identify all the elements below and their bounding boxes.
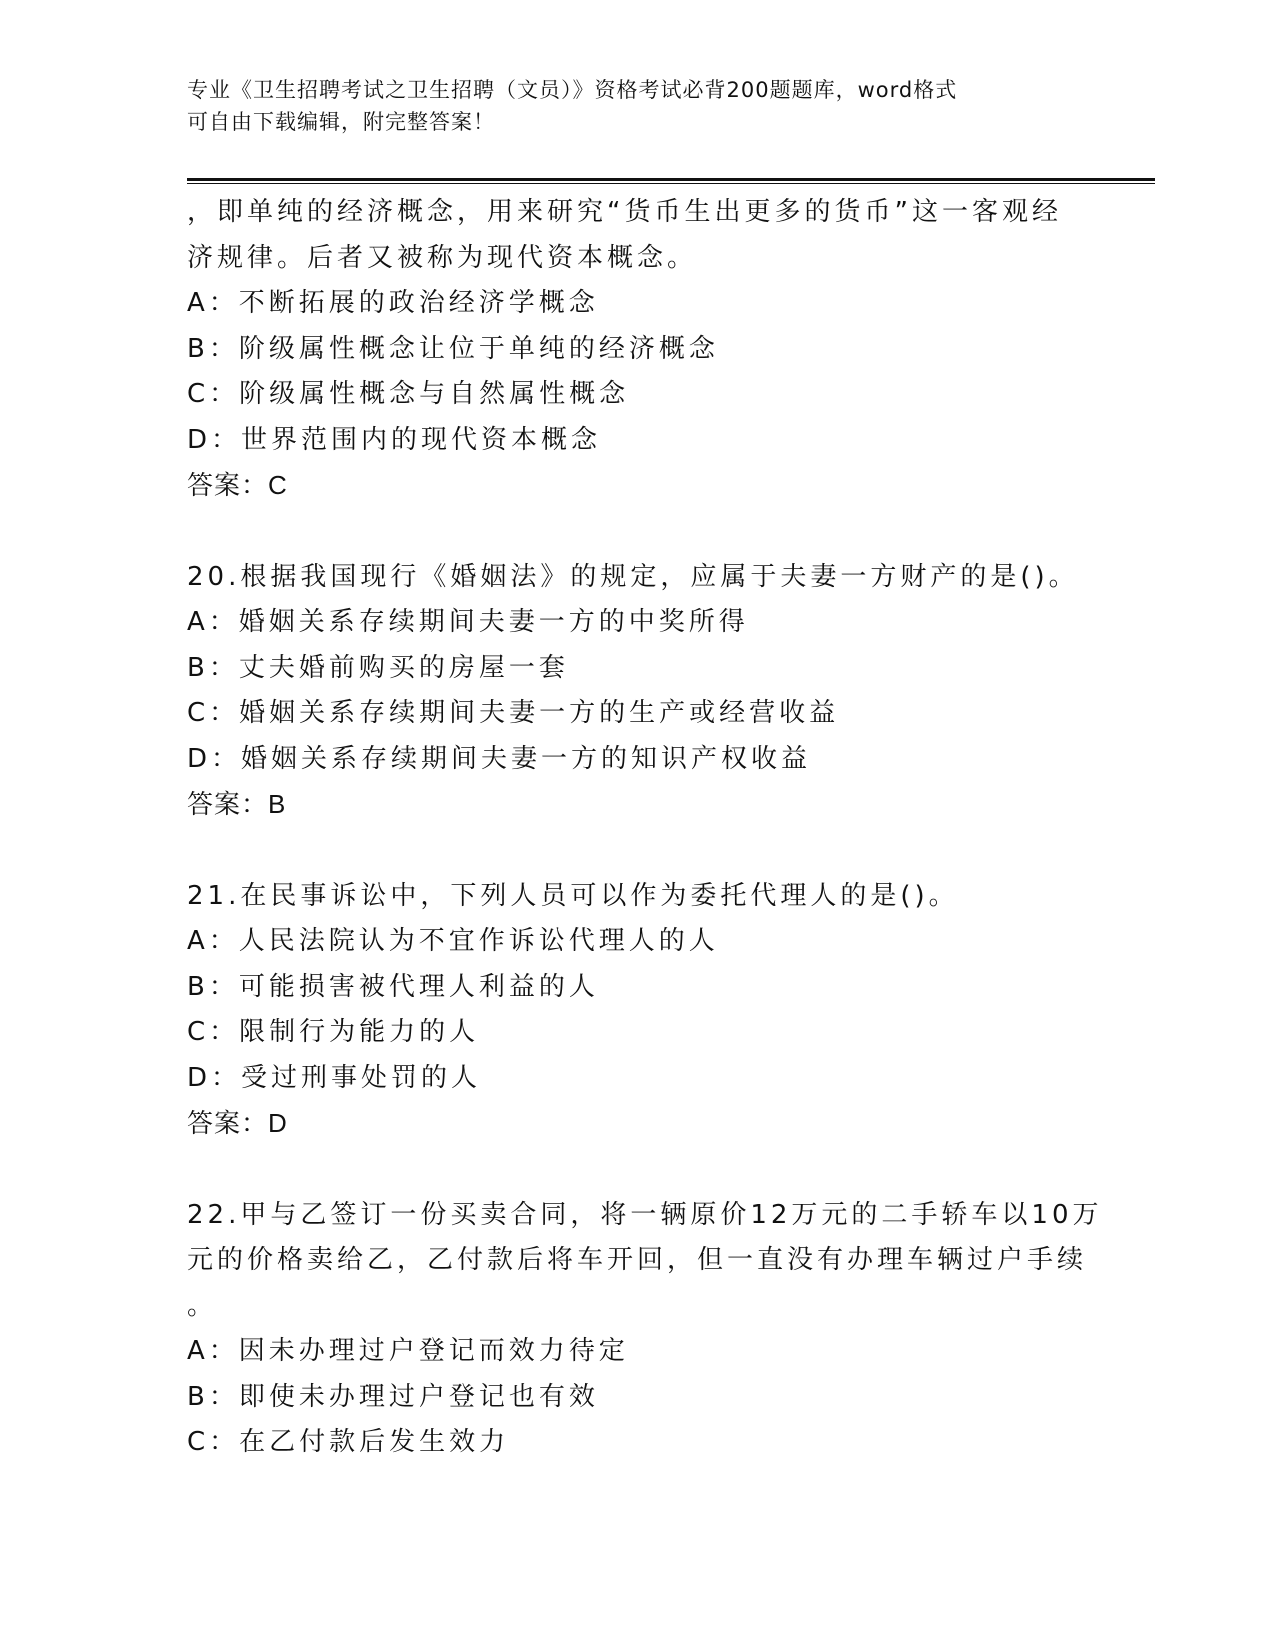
answer-label: 答案：D <box>187 1108 288 1138</box>
option-b: B：即使未办理过户登记也有效 <box>187 1381 599 1412</box>
option-c: C：限制行为能力的人 <box>187 1017 480 1047</box>
answer-label: 答案：B <box>187 789 287 819</box>
spacer <box>187 828 1087 874</box>
header-line-2: 可自由下载编辑，附完整答案！ <box>187 110 495 134</box>
question-text: 20.根据我国现行《婚姻法》的规定，应属于夫妻一方财产的是()。 <box>187 561 1079 592</box>
answer-label: 答案：C <box>187 470 288 500</box>
option-c: C：婚姻关系存续期间夫妻一方的生产或经营收益 <box>187 698 840 728</box>
option-b: B：丈夫婚前购买的房屋一套 <box>187 652 569 683</box>
option-d: D：受过刑事处罚的人 <box>187 1062 482 1093</box>
option-a: A：人民法院认为不宜作诉讼代理人的人 <box>187 926 719 956</box>
question-text: 21.在民事诉讼中，下列人员可以作为委托代理人的是()。 <box>187 880 959 911</box>
option-c: C：在乙付款后发生效力 <box>187 1427 510 1457</box>
option-b: B：可能损害被代理人利益的人 <box>187 971 599 1002</box>
spacer <box>187 1147 1087 1193</box>
document-body <box>187 190 1103 1466</box>
question-21 <box>187 874 1087 1147</box>
question-19-tail <box>187 190 1087 509</box>
option-a: A：不断拓展的政治经济学概念 <box>187 288 599 318</box>
header-line-1: 专业《卫生招聘考试之卫生招聘（文员）》资格考试必背200题题库，word格式 <box>187 78 958 102</box>
question-text-line: 元的价格卖给乙，乙付款后将车开回，但一直没有办理车辆过户手续 <box>187 1245 1088 1275</box>
document-header <box>187 74 1067 138</box>
option-d: D：世界范围内的现代资本概念 <box>187 424 602 455</box>
question-text-line: 22.甲与乙签订一份买卖合同，将一辆原价12万元的二手轿车以10万 <box>187 1199 1103 1230</box>
option-d: D：婚姻关系存续期间夫妻一方的知识产权收益 <box>187 743 812 774</box>
question-20 <box>187 555 1087 828</box>
option-b: B：阶级属性概念让位于单纯的经济概念 <box>187 333 719 364</box>
spacer <box>187 509 1087 555</box>
question-22 <box>187 1193 1103 1466</box>
question-text-line: ，即单纯的经济概念，用来研究“货币生出更多的货币”这一客观经 <box>187 197 1062 227</box>
option-a: A：因未办理过户登记而效力待定 <box>187 1336 629 1366</box>
question-text-line: 。 <box>187 1290 218 1321</box>
header-divider-thin <box>187 183 1155 184</box>
header-divider-thick <box>187 178 1155 181</box>
question-text-line: 济规律。后者又被称为现代资本概念。 <box>187 242 698 273</box>
option-a: A：婚姻关系存续期间夫妻一方的中奖所得 <box>187 607 749 637</box>
option-c: C：阶级属性概念与自然属性概念 <box>187 379 630 409</box>
